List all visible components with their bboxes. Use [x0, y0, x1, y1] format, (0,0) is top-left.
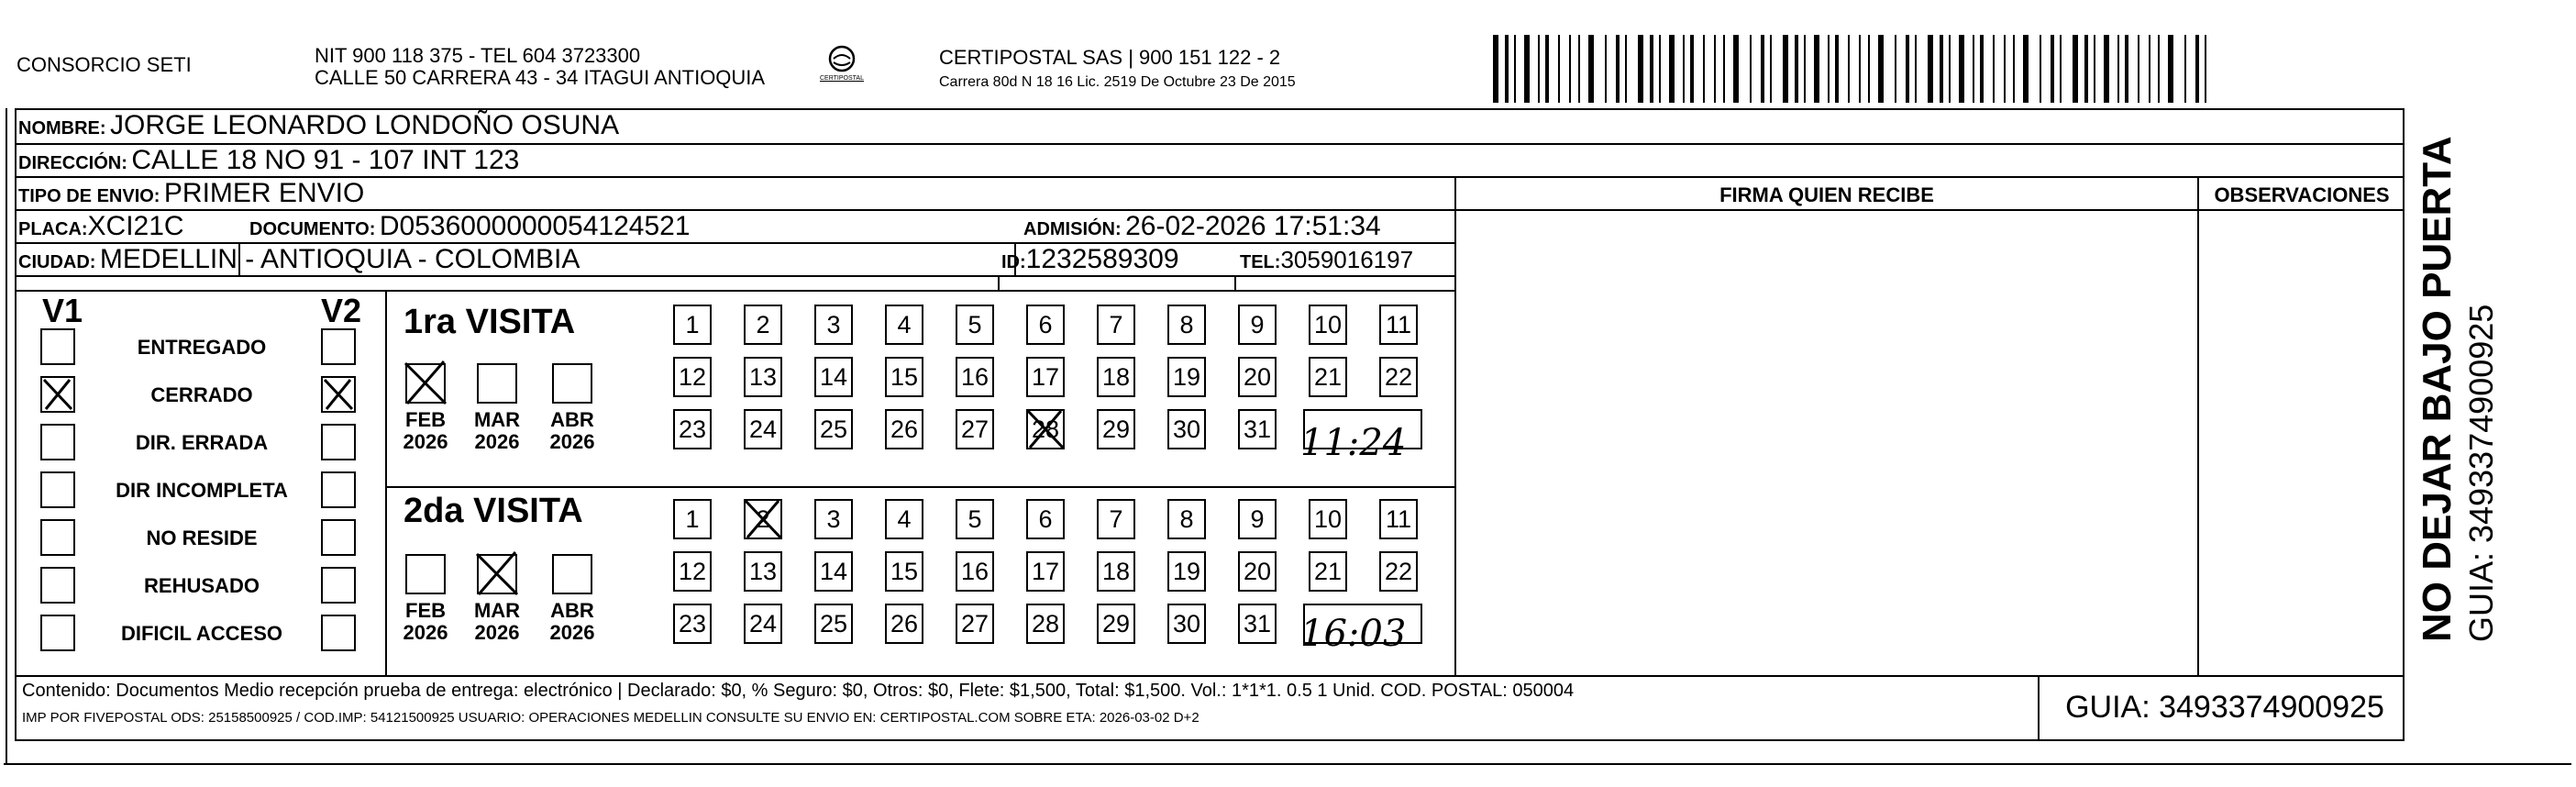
company-name: CONSORCIO SETI: [17, 53, 192, 76]
address-line: CALLE 50 CARRERA 43 - 34 ITAGUI ANTIOQUIA: [315, 66, 766, 89]
day-box[interactable]: 10: [1309, 499, 1347, 539]
day-box[interactable]: 3: [814, 305, 853, 345]
month-year: 2026: [403, 430, 448, 453]
day-box[interactable]: 12: [673, 551, 712, 592]
status-label: CERRADO: [150, 383, 253, 406]
direccion-value: CALLE 18 NO 91 - 107 INT 123: [131, 145, 520, 175]
visit2-title: 2da VISITA: [404, 492, 583, 530]
day-box[interactable]: 9: [1238, 499, 1277, 539]
day-box[interactable]: 28: [1026, 409, 1065, 449]
day-box[interactable]: 16: [956, 357, 994, 397]
certipostal-logo: [814, 44, 869, 92]
month-checkbox[interactable]: [405, 363, 446, 404]
month-label: [543, 600, 602, 644]
observaciones-area[interactable]: [2201, 211, 2403, 673]
footer-guia: GUIA: 3493374900925: [2065, 690, 2384, 725]
admision-label: ADMISIÓN:: [1023, 219, 1122, 239]
day-box[interactable]: 31: [1238, 409, 1277, 449]
status-label: ENTREGADO: [137, 336, 267, 359]
month-label: [396, 409, 455, 453]
v1-checkbox[interactable]: [40, 615, 75, 651]
day-box[interactable]: 22: [1379, 551, 1418, 592]
admision-row: [1023, 211, 1381, 247]
day-box[interactable]: 5: [956, 305, 994, 345]
day-box[interactable]: 1: [673, 305, 712, 345]
v2-checkbox[interactable]: [321, 567, 356, 604]
day-box[interactable]: 16: [956, 551, 994, 592]
month-checkbox[interactable]: [405, 554, 446, 594]
tel-label: TEL:: [1240, 252, 1281, 272]
side-main: NO DEJAR BAJO PUERTA: [2415, 136, 2460, 642]
carrier-sub: Carrera 80d N 18 16 Lic. 2519 De Octubre 23 De 2015: [939, 74, 1296, 90]
id-row: [1001, 244, 1179, 280]
day-box[interactable]: 4: [885, 305, 923, 345]
carrier-line: CERTIPOSTAL SAS | 900 151 122 - 2: [939, 46, 1281, 69]
month-name: ABR: [550, 408, 594, 431]
v1-checkbox[interactable]: [40, 376, 75, 413]
tel-value: 3059016197: [1280, 246, 1414, 273]
day-box[interactable]: 26: [885, 409, 923, 449]
day-box[interactable]: 4: [885, 499, 923, 539]
day-box[interactable]: 28: [1026, 604, 1065, 644]
day-box[interactable]: 8: [1167, 499, 1206, 539]
month-checkbox[interactable]: [477, 363, 517, 404]
v2-checkbox[interactable]: [321, 471, 356, 508]
month-label: [543, 409, 602, 453]
placa-value: XCI21C: [87, 211, 184, 241]
documento-label: DOCUMENTO:: [249, 219, 376, 239]
day-box[interactable]: 20: [1238, 551, 1277, 592]
month-name: FEB: [405, 599, 446, 622]
day-box[interactable]: 7: [1097, 305, 1135, 345]
day-box[interactable]: 26: [885, 604, 923, 644]
day-box[interactable]: 1: [673, 499, 712, 539]
tipo-label: TIPO DE ENVIO:: [18, 186, 160, 206]
documento-value: D0536000000054124521: [379, 211, 691, 241]
direccion-row: [18, 145, 519, 181]
status-label: REHUSADO: [144, 574, 260, 597]
v2-header: V2: [321, 292, 362, 329]
status-label: DIR. ERRADA: [135, 431, 269, 454]
day-box[interactable]: 23: [673, 604, 712, 644]
day-box[interactable]: 30: [1167, 409, 1206, 449]
day-box[interactable]: 17: [1026, 357, 1065, 397]
month-label: [396, 600, 455, 644]
visit1-time: 11:24: [1300, 422, 1407, 464]
visit2-time: 16:03: [1300, 613, 1407, 655]
day-box[interactable]: 6: [1026, 499, 1065, 539]
day-box[interactable]: 22: [1379, 357, 1418, 397]
day-box[interactable]: 23: [673, 409, 712, 449]
v1-checkbox[interactable]: [40, 328, 75, 365]
day-box[interactable]: 27: [956, 604, 994, 644]
firma-header: FIRMA QUIEN RECIBE: [1719, 183, 1934, 206]
nombre-row: [18, 110, 619, 146]
day-box[interactable]: 11: [1379, 305, 1418, 345]
day-box[interactable]: 18: [1097, 357, 1135, 397]
nombre-label: NOMBRE:: [18, 118, 106, 139]
month-year: 2026: [403, 621, 448, 644]
nit-line: NIT 900 118 375 - TEL 604 3723300: [315, 44, 641, 67]
day-box[interactable]: 3: [814, 499, 853, 539]
month-label: [468, 600, 526, 644]
footer-line2: IMP POR FIVEPOSTAL ODS: 25158500925 / COD.IMP: 54121500925 USUARIO: OPERACIONES MEDELLIN CONSULTE SU ENVIO EN: CERTIPOSTAL.COM SOBRE ETA: 2026-03-02 D+2: [22, 710, 1200, 726]
id-value: 1232589309: [1025, 244, 1179, 274]
documento-row: [249, 211, 691, 247]
month-name: MAR: [473, 599, 521, 622]
status-label: DIFICIL ACCESO: [120, 622, 282, 645]
month-year: 2026: [549, 621, 595, 644]
id-label: ID:: [1001, 252, 1026, 272]
ciudad-label: CIUDAD:: [18, 252, 96, 272]
footer-line1: Contenido: Documentos Medio recepción prueba de entrega: electrónico | Declarado: $0, % Seguro: $0, Otros: $0, Flete: $1,500, Total: $1,500. Vol.: 1*1*1. 0.5 1 Unid. COD. POSTAL: 050004: [22, 681, 1575, 701]
month-checkbox[interactable]: [552, 363, 592, 404]
observaciones-header: OBSERVACIONES: [2214, 183, 2390, 206]
status-label: NO RESIDE: [146, 527, 258, 549]
day-box[interactable]: 8: [1167, 305, 1206, 345]
day-box[interactable]: 2: [744, 305, 782, 345]
day-box[interactable]: 24: [744, 604, 782, 644]
day-box[interactable]: 11: [1379, 499, 1418, 539]
month-year: 2026: [474, 430, 520, 453]
v2-checkbox[interactable]: [321, 328, 356, 365]
barcode: [1493, 35, 2223, 103]
day-box[interactable]: 15: [885, 551, 923, 592]
month-name: MAR: [473, 408, 521, 431]
day-box[interactable]: 21: [1309, 551, 1347, 592]
day-box[interactable]: 15: [885, 357, 923, 397]
ciudad-value: MEDELLIN - ANTIOQUIA - COLOMBIA: [99, 244, 580, 274]
day-box[interactable]: 12: [673, 357, 712, 397]
month-year: 2026: [474, 621, 520, 644]
day-box[interactable]: 18: [1097, 551, 1135, 592]
month-checkbox[interactable]: [552, 554, 592, 594]
day-box[interactable]: 17: [1026, 551, 1065, 592]
day-box[interactable]: 25: [814, 409, 853, 449]
tipo-value: PRIMER ENVIO: [163, 178, 365, 208]
day-box[interactable]: 9: [1238, 305, 1277, 345]
day-box[interactable]: 27: [956, 409, 994, 449]
placa-label: PLACA:: [18, 219, 88, 239]
month-name: ABR: [550, 599, 594, 622]
admision-value: 26-02-2026 17:51:34: [1125, 211, 1381, 241]
v2-checkbox[interactable]: [321, 615, 356, 651]
day-box[interactable]: 24: [744, 409, 782, 449]
day-box[interactable]: 29: [1097, 604, 1135, 644]
tel-row: [1240, 244, 1413, 280]
day-box[interactable]: 14: [814, 551, 853, 592]
day-box[interactable]: 10: [1309, 305, 1347, 345]
month-label: [468, 409, 526, 453]
day-box[interactable]: 21: [1309, 357, 1347, 397]
day-box[interactable]: 2: [744, 499, 782, 539]
v1-checkbox[interactable]: [40, 519, 75, 556]
visit1-title: 1ra VISITA: [404, 303, 576, 341]
v1-checkbox[interactable]: [40, 424, 75, 460]
day-box[interactable]: 13: [744, 551, 782, 592]
day-box[interactable]: 5: [956, 499, 994, 539]
day-box[interactable]: 29: [1097, 409, 1135, 449]
day-box[interactable]: 20: [1238, 357, 1277, 397]
placa-row: [18, 211, 184, 247]
v1-checkbox[interactable]: [40, 471, 75, 508]
month-checkbox[interactable]: [477, 554, 517, 594]
day-box[interactable]: 30: [1167, 604, 1206, 644]
direccion-label: DIRECCIÓN:: [18, 153, 127, 173]
day-box[interactable]: 13: [744, 357, 782, 397]
status-label: DIR INCOMPLETA: [116, 479, 288, 502]
firma-area[interactable]: [1458, 211, 2195, 673]
month-year: 2026: [549, 430, 595, 453]
v2-checkbox[interactable]: [321, 376, 356, 413]
logo-text: CERTIPOSTAL: [820, 75, 864, 82]
v1-checkbox[interactable]: [40, 567, 75, 604]
day-box[interactable]: 19: [1167, 357, 1206, 397]
month-name: FEB: [405, 408, 446, 431]
tipo-row: [18, 178, 364, 214]
day-box[interactable]: 7: [1097, 499, 1135, 539]
day-box[interactable]: 6: [1026, 305, 1065, 345]
v2-checkbox[interactable]: [321, 424, 356, 460]
nombre-value: JORGE LEONARDO LONDOÑO OSUNA: [110, 110, 620, 140]
v1-header: V1: [42, 292, 83, 329]
day-box[interactable]: 14: [814, 357, 853, 397]
day-box[interactable]: 31: [1238, 604, 1277, 644]
side-guia: GUIA: 3493374900925: [2462, 304, 2500, 642]
ciudad-row: [18, 244, 580, 280]
v2-checkbox[interactable]: [321, 519, 356, 556]
day-box[interactable]: 19: [1167, 551, 1206, 592]
day-box[interactable]: 25: [814, 604, 853, 644]
